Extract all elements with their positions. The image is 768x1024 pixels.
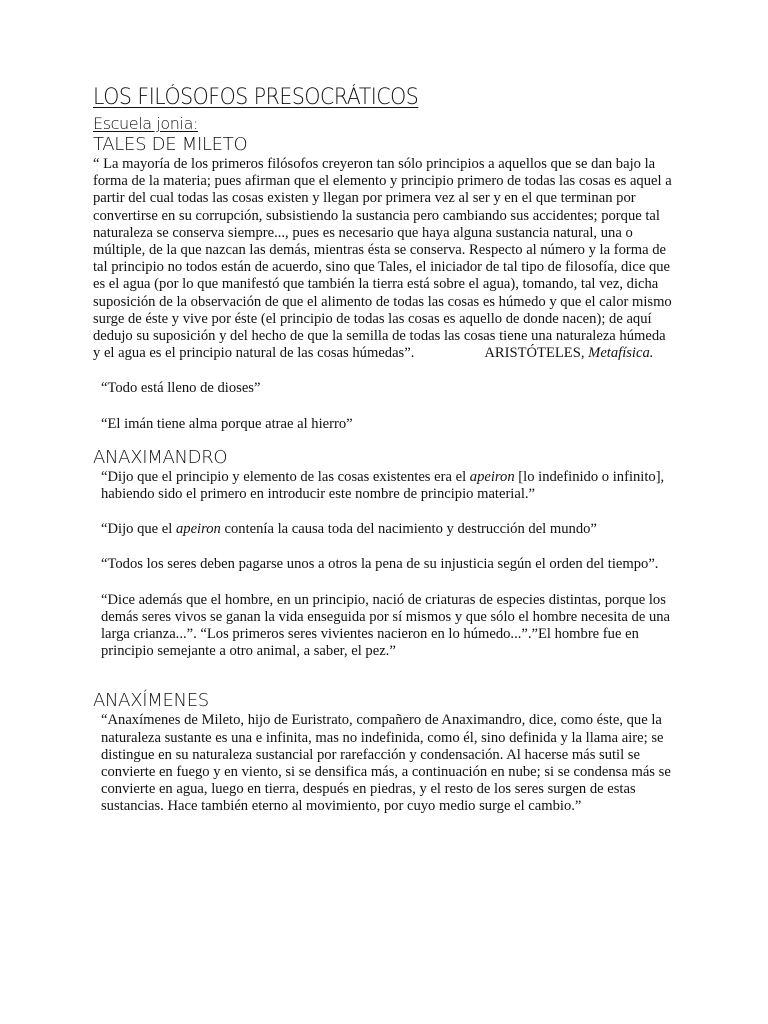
anaximander-quote-1 bbox=[93, 469, 673, 503]
attribution-work: Metafísica. bbox=[588, 345, 654, 362]
thales-quote-gods: “Todo está lleno de dioses” bbox=[101, 380, 261, 397]
anaximander-q1-term: apeiron bbox=[469, 468, 515, 485]
thales-quote-magnet: “El imán tiene alma porque atrae al hierro” bbox=[101, 415, 353, 432]
section-heading-anaximander: ANAXIMANDRO bbox=[93, 446, 228, 468]
anaximander-q2-text: “Dijo que el bbox=[101, 521, 176, 538]
anaximenes-quote-1: “Anaxímenes de Mileto, hijo de Euristrato, compañero de Anaximandro, dice, como éste, que la naturaleza sustante es una e infinita, mas no indefinida, como él, sino definida y la llama aire; se distingue en su naturaleza sustancial por rarefacción y condensación. Al hacerse más sutil se convierte en fuego y en viento, si se densifica más, a continuación en nube; si se condensa más se convierte en agua, luego en tierra, después en piedras, y el resto de los seres surgen de estas sustancias. Hace también eterno al movimiento, por cuyo medio surge el cambio.” bbox=[101, 712, 671, 815]
section-heading-anaximenes: ANAXÍMENES bbox=[93, 690, 209, 712]
anaximander-q1-text: “Dijo que el principio y elemento de las cosas existentes era el bbox=[101, 468, 470, 485]
anaximander-q1-text-end: [lo indefinido o infinito], habiendo sido el primero en introducir este nombre de principio material.” bbox=[101, 468, 665, 503]
thales-quote-main bbox=[93, 156, 673, 362]
section-heading-thales: TALES DE MILETO bbox=[93, 134, 248, 155]
document-title: LOS FILÓSOFOS PRESOCRÁTICOS bbox=[93, 85, 419, 110]
anaximander-quote-3: “Todos los seres deben pagarse unos a otros la pena de su injusticia según el orden del tiempo”. bbox=[101, 556, 659, 573]
attribution-author: ARISTÓTELES, bbox=[484, 345, 585, 362]
anaximander-q2-term: apeiron bbox=[175, 521, 221, 538]
anaximander-q2-text-end: contenía la causa toda del nacimiento y destrucción del mundo” bbox=[220, 521, 597, 538]
anaximander-quote-4: “Dice además que el hombre, en un principio, nació de criaturas de especies distintas, porque los demás seres vivos se ganan la vida enseguida por sí mismos y que sólo el hombre necesita de una larga crianza...”. “Los primeros seres vivientes nacieron en lo húmedo...”.”El hombre fue en principio semejante a otro animal, a saber, el pez.” bbox=[101, 591, 671, 660]
thales-quote-text: “ La mayoría de los primeros filósofos creyeron tan sólo principios a aquellos que se dan bajo la forma de la materia; pues afirman que el elemento y principio primero de todas las cosas es aquel a partir del cual todas las cosas existen y llegan por primera vez al ser y en el que terminan por convertirse en su corrupción, subsistiendo la sustancia pero cambiando sus accidentes; porque tal naturaleza se conserva siempre..., pues es necesario que haya alguna sustancia natural, una o múltiple, de la que nazcan las demás, mientras ésta se conserva. Respecto al número y la forma de tal principio no todos están de acuerdo, sino que Tales, el iniciador de tal tipo de filosofía, dice que es el agua (por lo que manifestó que también la tierra está sobre el agua), tomando, tal vez, dicha suposición de la observación de que el alimento de todas las cosas es húmedo y que el calor mismo surge de éste y vive por éste (el principio de todas las cosas es aquello de donde nacen); de aquí dedujo su suposición y del hecho de que la semilla de todas las cosas tiene una naturaleza húmeda y el agua es el principio natural de las cosas húmedas”. bbox=[93, 156, 672, 362]
document-page bbox=[93, 84, 673, 816]
school-subtitle: Escuela jonia: bbox=[93, 114, 198, 133]
anaximander-quote-2 bbox=[93, 521, 673, 538]
